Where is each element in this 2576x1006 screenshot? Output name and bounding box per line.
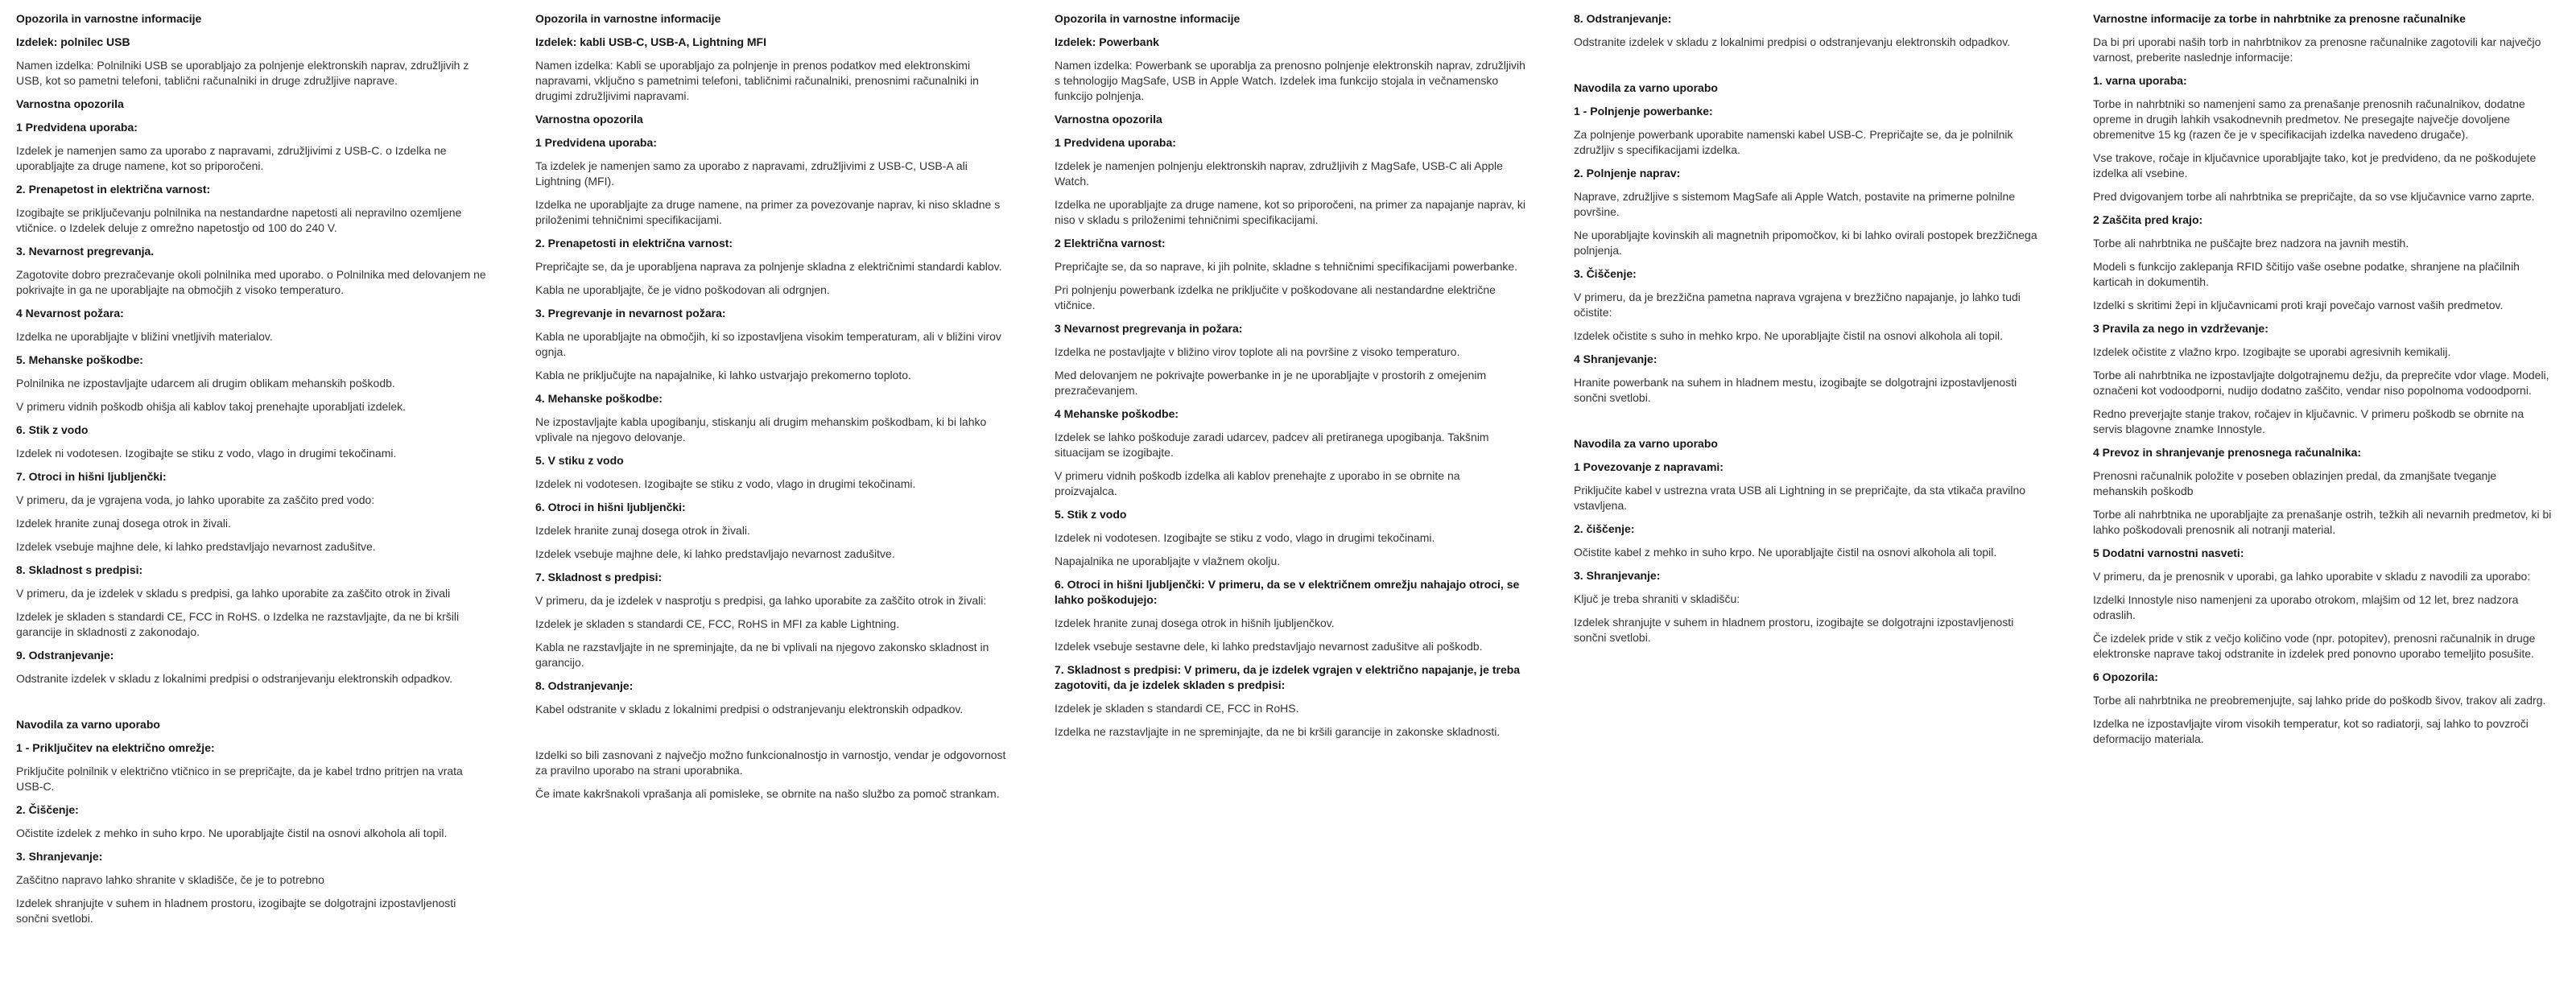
paragraph: Pri polnjenju powerbank izdelka ne priključite v poškodovane ali nestandardne električne vtičnice. (1055, 283, 1496, 311)
paragraph: Priključite polnilnik v električno vtičnico in se prepričajte, da je kabel trdno pritrjen na vrata USB-C. (16, 765, 463, 793)
paragraph: Kabla ne uporabljajte, če je vidno poškodovan ali odrgnjen. (535, 283, 830, 296)
paragraph: Izdelek očistite s suho in mehko krpo. Ne uporabljajte čistil na osnovi alkohola ali topil. (1574, 329, 2004, 342)
column-powerbank-continued (1574, 11, 2045, 653)
section-heading: 4 Shranjevanje: (1574, 353, 1657, 365)
column-title: Opozorila in varnostne informacije (1055, 12, 1241, 25)
section-heading: 1 Predvidena uporaba: (1055, 136, 1176, 149)
section-heading: 9. Odstranjevanje: (16, 649, 114, 662)
section-heading: 5. Mehanske poškodbe: (16, 353, 143, 366)
section-heading: 3. Pregrevanje in nevarnost požara: (535, 307, 726, 320)
paragraph: Odstranite izdelek v skladu z lokalnimi predpisi o odstranjevanju elektronskih odpadkov. (16, 672, 453, 685)
section-heading: 2. Prenapetost in električna varnost: (16, 183, 211, 196)
paragraph: Redno preverjajte stanje trakov, ročajev in ključavnic. V primeru poškodb se obrnite na servis blagovne znamke Innostyle. (2093, 407, 2524, 435)
paragraph: V primeru, da je brezžična pametna naprava vgrajena v brezžično napajanje, jo lahko tudi očistite: (1574, 291, 2021, 319)
paragraph: Kabel odstranite v skladu z lokalnimi predpisi o odstranjevanju elektronskih odpadkov. (535, 703, 964, 715)
paragraph: Da bi pri uporabi naših torb in nahrbtnikov za prenosne računalnike zagotovili kar največjo varnost, preberite naslednje informacije: (2093, 35, 2541, 64)
paragraph: Izdelek hranite zunaj dosega otrok in živali. (535, 524, 750, 537)
paragraph: Kabla ne priključujte na napajalnike, ki lahko ustvarjajo prekomerno toploto. (535, 369, 911, 381)
section-heading: Izdelek: Powerbank (1055, 35, 1159, 48)
section-heading: 2. Prenapetosti in električna varnost: (535, 237, 733, 249)
paragraph: Izdelka ne uporabljajte v bližini vnetljivih materialov. (16, 330, 273, 343)
section-heading: Varnostna opozorila (535, 113, 643, 126)
section-gap (535, 725, 1006, 748)
paragraph: Kabla ne uporabljajte na območjih, ki so izpostavljena visokim temperaturam, ali v bližini virov ognja. (535, 330, 1001, 358)
section-gap (1574, 414, 2045, 436)
paragraph: Naprave, združljive s sistemom MagSafe ali Apple Watch, postavite na primerne polnilne površine. (1574, 190, 2016, 218)
section-heading: 2. Čiščenje: (16, 803, 79, 816)
paragraph: Prenosni računalnik položite v poseben oblazinjen predal, da zmanjšate tveganje mehanskih poškodb (2093, 469, 2497, 497)
paragraph: Torbe ali nahrbtnika ne izpostavljajte dolgotrajnemu dežju, da preprečite vdor vlage. Modeli, označeni kot vodoodporni, nudijo dodatno zaščito, vendar niso popolnoma vodoodporni. (2093, 369, 2549, 397)
section-heading: Navodila za varno uporabo (1574, 81, 1718, 94)
paragraph: Polnilnika ne izpostavljajte udarcem ali drugim oblikam mehanskih poškodb. (16, 377, 395, 390)
paragraph: Izdelek se lahko poškoduje zaradi udarcev, padcev ali pretiranega upogibanja. Takšnim situacijam se izogibajte. (1055, 431, 1489, 459)
section-heading: 8. Skladnost s predpisi: (16, 563, 143, 576)
paragraph: Vse trakove, ročaje in ključavnice uporabljajte tako, kot je predvideno, da ne poškodujete izdelka ali vsebine. (2093, 151, 2537, 179)
paragraph: Očistite izdelek z mehko in suho krpo. Ne uporabljajte čistil na osnovi alkohola ali topil. (16, 827, 448, 839)
paragraph: V primeru vidnih poškodb izdelka ali kablov prenehajte z uporabo in se obrnite na proizvajalca. (1055, 469, 1460, 497)
section-heading: 6. Stik z vodo (16, 423, 89, 436)
paragraph: Priključite kabel v ustrezna vrata USB ali Lightning in se prepričajte, da sta vtikača pravilno vstavljena. (1574, 484, 2026, 512)
paragraph: Hranite powerbank na suhem in hladnem mestu, izogibajte se dolgotrajni izpostavljenosti sončni svetlobi. (1574, 376, 2017, 404)
section-heading: 7. Skladnost s predpisi: V primeru, da je izdelek vgrajen v električno napajanje, je treba zagotoviti, da je izdelek skladen s predpisi: (1055, 663, 1521, 691)
section-heading: 1 - Polnjenje powerbanke: (1574, 105, 1713, 118)
paragraph: Izdelek ni vodotesen. Izogibajte se stiku z vodo, vlago in drugimi tekočinami. (16, 447, 397, 460)
paragraph: Namen izdelka: Powerbank se uporablja za prenosno polnjenje elektronskih naprav, združljivih s tehnologijo MagSafe, USB in Apple Watch. Izdelek ima funkcijo stojala in večnamensko funkcijo polnjenja. (1055, 59, 1525, 102)
paragraph: Izogibajte se priključevanju polnilnika na nestandardne napetosti ali nepravilno ozemljene vtičnice. o Izdelek deluje z omrežno napetostjo od 100 do 240 V. (16, 206, 462, 234)
section-heading: 2. Polnjenje naprav: (1574, 167, 1681, 179)
paragraph: Izdelek je skladen s standardi CE, FCC in RoHS. o Izdelka ne razstavljajte, da ne bi kršili garancije in skladnosti z zakonodajo. (16, 610, 460, 638)
paragraph: Izdelka ne postavljajte v bližino virov toplote ali na površine z visoko temperaturo. (1055, 345, 1460, 358)
section-heading: 5. V stiku z vodo (535, 454, 624, 467)
column-title: Opozorila in varnostne informacije (535, 12, 721, 25)
column-usb-cables (535, 11, 1006, 810)
paragraph: Za polnjenje powerbank uporabite namenski kabel USB-C. Prepričajte se, da je polnilnik združljiv s specifikacijami izdelka. (1574, 128, 2013, 156)
paragraph: Zaščitno napravo lahko shranite v skladišče, če je to potrebno (16, 873, 324, 886)
paragraph: Namen izdelka: Kabli se uporabljajo za polnjenje in prenos podatkov med elektronskimi napravami, vključno s pametnimi telefoni, tabličnimi računalniki, prenosnimi računalniki in drugimi združljivimi napravami. (535, 59, 979, 102)
section-heading: Izdelek: kabli USB-C, USB-A, Lightning MFI (535, 35, 766, 48)
section-heading: Navodila za varno uporabo (16, 718, 160, 731)
paragraph: Izdelki s skritimi žepi in ključavnicami proti kraji povečajo varnost vaših predmetov. (2093, 299, 2504, 311)
paragraph: Če imate kakršnakoli vprašanja ali pomisleke, se obrnite na našo službo za pomoč strankam. (535, 787, 1000, 800)
paragraph: Pred dvigovanjem torbe ali nahrbtnika se prepričajte, da so vse ključavnice varno zaprte. (2093, 190, 2535, 203)
paragraph: Torbe ali nahrbtnika ne uporabljajte za prenašanje ostrih, težkih ali nevarnih predmetov, ki bi lahko poškodovali prenosnik ali notranji material. (2093, 508, 2552, 536)
section-heading: 6. Otroci in hišni ljubljenčki: (535, 501, 686, 513)
paragraph: V primeru, da je izdelek v skladu s predpisi, ga lahko uporabite za zaščito otrok in živali (16, 587, 451, 600)
paragraph: Izdelek vsebuje majhne dele, ki lahko predstavljajo nevarnost zadušitve. (535, 547, 895, 560)
paragraph: Izdelek je namenjen polnjenju elektronskih naprav, združljivih z MagSafe, USB-C ali Apple Watch. (1055, 159, 1503, 188)
paragraph: Izdelek hranite zunaj dosega otrok in hišnih ljubljenčkov. (1055, 616, 1335, 629)
section-heading: 3. Čiščenje: (1574, 267, 1637, 280)
paragraph: Torbe ali nahrbtnika ne preobremenjujte, saj lahko pride do poškodb šivov, trakov ali zadrg. (2093, 694, 2546, 707)
paragraph: Izdelek vsebuje majhne dele, ki lahko predstavljajo nevarnost zadušitve. (16, 540, 376, 553)
section-heading: 4 Mehanske poškodbe: (1055, 407, 1179, 420)
section-heading: 8. Odstranjevanje: (535, 679, 634, 692)
paragraph: Izdelek je namenjen samo za uporabo z napravami, združljivimi z USB-C. o Izdelka ne uporabljajte za druge namene, kot so priporočeni. (16, 144, 447, 172)
paragraph: V primeru, da je vgrajena voda, jo lahko uporabite za zaščito pred vodo: (16, 493, 375, 506)
paragraph: Izdelka ne izpostavljajte virom visokih temperatur, kot so radiatorji, saj lahko to povzroči deformacijo materiala. (2093, 717, 2529, 745)
section-heading: 5. Stik z vodo (1055, 508, 1127, 521)
paragraph: Očistite kabel z mehko in suho krpo. Ne uporabljajte čistil na osnovi alkohola ali topil. (1574, 546, 1997, 559)
paragraph: Izdelek shranjujte v suhem in hladnem prostoru, izogibajte se dolgotrajni izpostavljenosti sončni svetlobi. (1574, 616, 2014, 644)
paragraph: Torbe in nahrbtniki so namenjeni samo za prenašanje prenosnih računalnikov, dodatne opreme in drugih lahkih vsakodnevnih predmetov. Ne presegajte največje dovoljene obremenitve 15 kg (razen če je v specifikacijah izdelka navedeno drugače). (2093, 97, 2525, 141)
section-heading: 7. Otroci in hišni ljubljenčki: (16, 470, 167, 483)
paragraph: Izdelek je skladen s standardi CE, FCC in RoHS. (1055, 702, 1299, 715)
paragraph: Ne uporabljajte kovinskih ali magnetnih pripomočkov, ki bi lahko ovirali postopek brezžičnega polnjenja. (1574, 229, 2037, 257)
paragraph: Izdelek ni vodotesen. Izogibajte se stiku z vodo, vlago in drugimi tekočinami. (535, 477, 916, 490)
paragraph: Napajalnika ne uporabljajte v vlažnem okolju. (1055, 555, 1281, 567)
section-heading: 1 Predvidena uporaba: (16, 121, 138, 134)
column-title: Opozorila in varnostne informacije (16, 12, 202, 25)
section-heading: 3 Pravila za nego in vzdrževanje: (2093, 322, 2268, 335)
section-heading: 4 Prevoz in shranjevanje prenosnega računalnika: (2093, 446, 2362, 459)
paragraph: Namen izdelka: Polnilniki USB se uporabljajo za polnjenje elektronskih naprav, združljivih z USB, kot so pametni telefoni, tablični računalniki in druge združljive naprave. (16, 59, 469, 87)
paragraph: Izdelek shranjujte v suhem in hladnem prostoru, izogibajte se dolgotrajni izpostavljenosti sončni svetlobi. (16, 897, 456, 925)
section-heading: 2. čiščenje: (1574, 522, 1635, 535)
section-heading: 6 Opozorila: (2093, 670, 2158, 683)
section-gap (16, 695, 487, 717)
paragraph: Izdelka ne uporabljajte za druge namene, kot so priporočeni, na primer za napajanje naprav, ki niso v skladu s priloženimi tehničnimi specifikacijami. (1055, 198, 1525, 226)
section-heading: 6. Otroci in hišni ljubljenčki: V primeru, da se v električnem omrežju nahajajo otroci, se lahko poškodujejo: (1055, 578, 1520, 606)
section-heading: 3. Shranjevanje: (1574, 569, 1661, 582)
paragraph: Izdelki Innostyle niso namenjeni za uporabo otrokom, mlajšim od 12 let, brez nadzora odraslih. (2093, 593, 2519, 621)
paragraph: Če izdelek pride v stik z večjo količino vode (npr. potopitev), prenosni računalnik in druge elektronske naprave takoj odstranite in izdelek pred ponovno uporabo temeljito posušite. (2093, 632, 2536, 660)
section-heading: Navodila za varno uporabo (1574, 437, 1718, 450)
section-heading: 2 Električna varnost: (1055, 237, 1166, 249)
paragraph: Prepričajte se, da je uporabljena naprava za polnjenje skladna z električnimi standardi kablov. (535, 260, 1002, 273)
column-title: Varnostne informacije za torbe in nahrbtnike za prenosne računalnike (2093, 12, 2466, 25)
section-heading: 7. Skladnost s predpisi: (535, 571, 663, 583)
paragraph: Prepričajte se, da so naprave, ki jih polnite, skladne s tehničnimi specifikacijami powerbanke. (1055, 260, 1518, 273)
paragraph: Izdelka ne razstavljajte in ne spreminjajte, da ne bi kršili garancije in zakonske skladnosti. (1055, 725, 1501, 738)
section-heading: 1. varna uporaba: (2093, 74, 2187, 87)
section-heading: 3. Nevarnost pregrevanja. (16, 245, 155, 258)
section-heading: 8. Odstranjevanje: (1574, 12, 1672, 25)
paragraph: Izdelek očistite z vlažno krpo. Izogibajte se uporabi agresivnih kemikalij. (2093, 345, 2451, 358)
paragraph: Izdelek hranite zunaj dosega otrok in živali. (16, 517, 231, 530)
section-heading: Izdelek: polnilec USB (16, 35, 130, 48)
paragraph: Izdelki so bili zasnovani z največjo možno funkcionalnostjo in varnostjo, vendar je odgovornost za pravilno uporabo na strani uporabnika. (535, 748, 1006, 777)
paragraph: V primeru vidnih poškodb ohišja ali kablov takoj prenehajte uporabljati izdelek. (16, 400, 407, 413)
section-heading: Varnostna opozorila (16, 97, 124, 110)
section-gap (1574, 58, 2045, 80)
column-laptop-bags (2093, 11, 2552, 755)
section-heading: 3 Nevarnost pregrevanja in požara: (1055, 322, 1243, 335)
section-heading: 4 Nevarnost požara: (16, 307, 124, 320)
paragraph: Modeli s funkcijo zaklepanja RFID ščitijo vaše osebne podatke, shranjene na plačilnih karticah in dokumentih. (2093, 260, 2520, 288)
section-heading: 1 Predvidena uporaba: (535, 136, 657, 149)
column-usb-charger (16, 11, 487, 934)
column-powerbank (1055, 11, 1525, 748)
paragraph: Ne izpostavljajte kabla upogibanju, stiskanju ali drugim mehanskim poškodbam, ki bi lahko vplivale na njegovo delovanje. (535, 415, 987, 443)
section-heading: Varnostna opozorila (1055, 113, 1162, 126)
paragraph: Izdelka ne uporabljajte za druge namene, na primer za povezovanje naprav, ki niso skladne s priloženimi tehničnimi specifikacijami. (535, 198, 1001, 226)
section-heading: 1 Povezovanje z napravami: (1574, 460, 1724, 473)
paragraph: Kabla ne razstavljajte in ne spreminjajte, da ne bi vplivali na njegovo zakonsko skladnost in garancijo. (535, 641, 989, 669)
paragraph: Torbe ali nahrbtnika ne puščajte brez nadzora na javnih mestih. (2093, 237, 2409, 249)
paragraph: Zagotovite dobro prezračevanje okoli polnilnika med uporabo. o Polnilnika med delovanjem ne pokrivajte in ga ne uporabljajte na območjih z visoko temperaturo. (16, 268, 486, 296)
paragraph: Ta izdelek je namenjen samo za uporabo z napravami, združljivimi z USB-C, USB-A ali Lightning (MFI). (535, 159, 968, 188)
paragraph: V primeru, da je izdelek v nasprotju s predpisi, ga lahko uporabite za zaščito otrok in živali: (535, 594, 987, 607)
section-heading: 4. Mehanske poškodbe: (535, 392, 663, 405)
paragraph: Izdelek ni vodotesen. Izogibajte se stiku z vodo, vlago in drugimi tekočinami. (1055, 531, 1435, 544)
section-heading: 1 - Priključitev na električno omrežje: (16, 741, 215, 754)
section-heading: 3. Shranjevanje: (16, 850, 103, 863)
paragraph: V primeru, da je prenosnik v uporabi, ga lahko uporabite v skladu z navodili za uporabo: (2093, 570, 2531, 583)
paragraph: Med delovanjem ne pokrivajte powerbanke in je ne uporabljajte v prostorih z omejenim prezračevanjem. (1055, 369, 1487, 397)
section-heading: 5 Dodatni varnostni nasveti: (2093, 546, 2244, 559)
paragraph: Odstranite izdelek v skladu z lokalnimi predpisi o odstranjevanju elektronskih odpadkov. (1574, 35, 2011, 48)
paragraph: Ključ je treba shraniti v skladišču: (1574, 592, 1740, 605)
paragraph: Izdelek vsebuje sestavne dele, ki lahko predstavljajo nevarnost zadušitve ali poškodb. (1055, 640, 1483, 653)
paragraph: Izdelek je skladen s standardi CE, FCC, RoHS in MFI za kable Lightning. (535, 617, 900, 630)
section-heading: 2 Zaščita pred krajo: (2093, 213, 2203, 226)
